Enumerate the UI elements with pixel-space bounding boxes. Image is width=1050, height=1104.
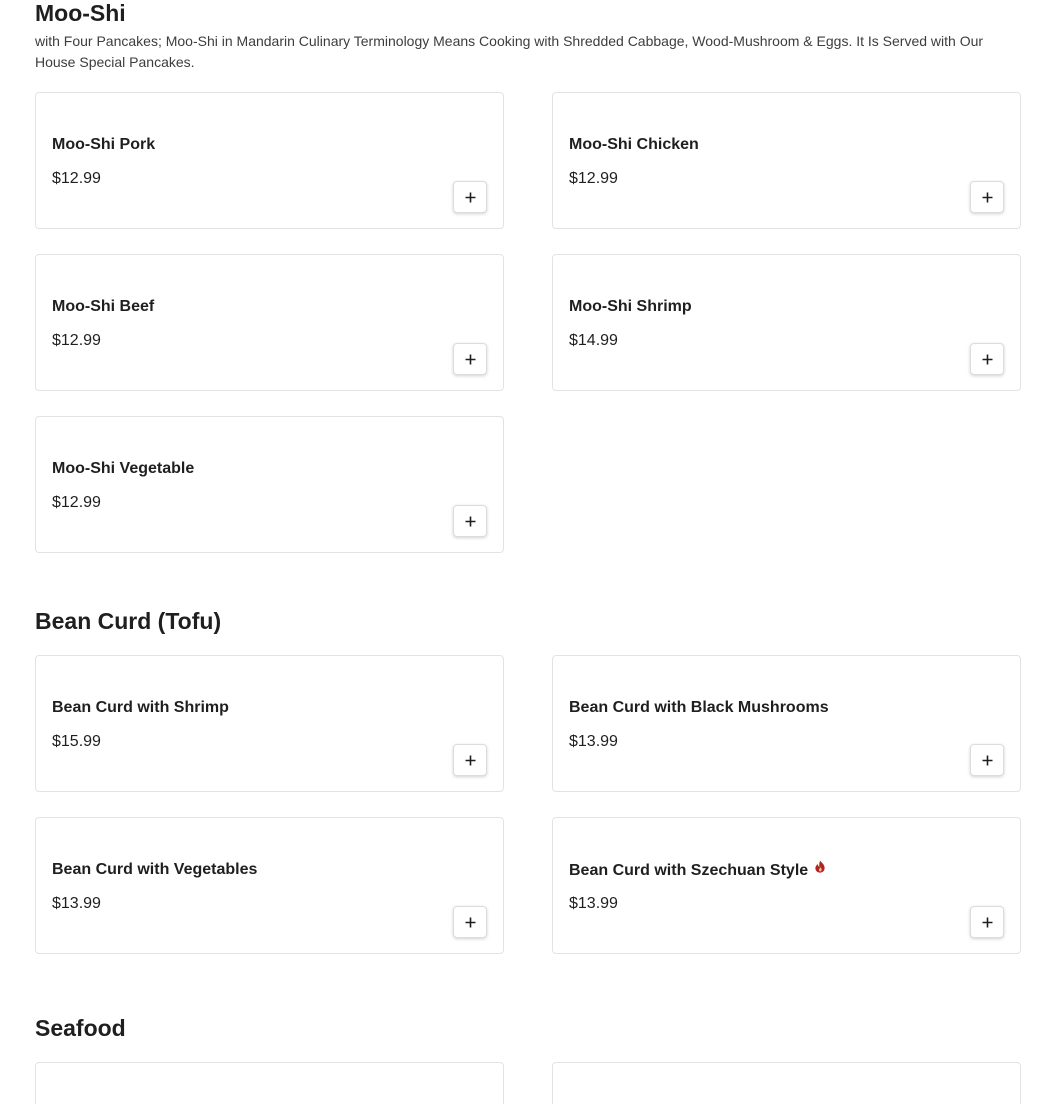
menu-item-name: Moo-Shi Vegetable: [52, 460, 195, 477]
menu-item-name: Moo-Shi Chicken: [569, 136, 699, 153]
add-to-cart-button[interactable]: [453, 505, 487, 537]
menu-item-name: Moo-Shi Beef: [52, 298, 155, 315]
menu-item-name: Moo-Shi Pork: [52, 136, 156, 153]
menu-item-card[interactable]: [35, 416, 504, 553]
menu-item-card[interactable]: [552, 92, 1021, 229]
menu-item-name: Bean Curd with Black Mushrooms: [569, 699, 829, 716]
plus-icon: [982, 354, 993, 365]
add-to-cart-button[interactable]: [970, 181, 1004, 213]
menu-item-card[interactable]: [552, 655, 1021, 792]
add-to-cart-button[interactable]: [970, 906, 1004, 938]
section-title: Seafood: [35, 1015, 126, 1041]
add-to-cart-button[interactable]: [453, 744, 487, 776]
menu-item-card[interactable]: [35, 254, 504, 391]
plus-icon: [465, 516, 476, 527]
plus-icon: [465, 192, 476, 203]
add-to-cart-button[interactable]: [453, 343, 487, 375]
section-description: with Four Pancakes; Moo-Shi in Mandarin Culinary Terminology Means Cooking with Shredded Cabbage, Wood-Mushroom & Eggs. It Is Served with Our House Special Pancakes.: [35, 33, 984, 70]
menu-item-grid: [35, 655, 1021, 954]
menu-item-name-row: [569, 860, 826, 881]
menu-item-price: $12.99: [52, 170, 101, 187]
menu-section-seafood: [35, 1015, 1021, 1104]
add-to-cart-button[interactable]: [453, 906, 487, 938]
menu-item-card[interactable]: [35, 1062, 504, 1104]
add-to-cart-button[interactable]: [970, 744, 1004, 776]
menu-item-card[interactable]: [552, 817, 1021, 954]
menu-item-price: $15.99: [52, 733, 101, 750]
plus-icon: [982, 755, 993, 766]
menu-item-name: Bean Curd with Szechuan Style: [569, 862, 809, 879]
plus-icon: [465, 917, 476, 928]
plus-icon: [982, 192, 993, 203]
menu-item-price: $12.99: [52, 332, 101, 349]
menu-item-card[interactable]: [552, 1062, 1021, 1104]
menu-item-price: $12.99: [52, 494, 101, 511]
plus-icon: [465, 354, 476, 365]
menu-item-price: $14.99: [569, 332, 618, 349]
menu-item-price: $13.99: [569, 895, 618, 912]
section-title: Bean Curd (Tofu): [35, 608, 222, 634]
spicy-pepper-icon: [814, 860, 826, 873]
add-to-cart-button[interactable]: [453, 181, 487, 213]
plus-icon: [465, 755, 476, 766]
menu-item-name: Moo-Shi Shrimp: [569, 298, 692, 315]
menu-item-name: Bean Curd with Shrimp: [52, 699, 229, 716]
menu-item-price: $12.99: [569, 170, 618, 187]
section-title: Moo-Shi: [35, 0, 126, 26]
plus-icon: [982, 917, 993, 928]
menu-item-card[interactable]: [35, 92, 504, 229]
menu-item-grid: [35, 92, 1021, 553]
menu-item-card[interactable]: [35, 655, 504, 792]
menu-item-grid: [35, 1062, 1021, 1104]
menu-item-card[interactable]: [552, 254, 1021, 391]
menu-item-card[interactable]: [35, 817, 504, 954]
menu-item-price: $13.99: [52, 895, 101, 912]
add-to-cart-button[interactable]: [970, 343, 1004, 375]
menu-section-bean-curd: [35, 608, 1021, 954]
menu-section-moo-shi: [35, 0, 1021, 553]
menu-item-price: $13.99: [569, 733, 618, 750]
menu-item-name: Bean Curd with Vegetables: [52, 861, 258, 878]
